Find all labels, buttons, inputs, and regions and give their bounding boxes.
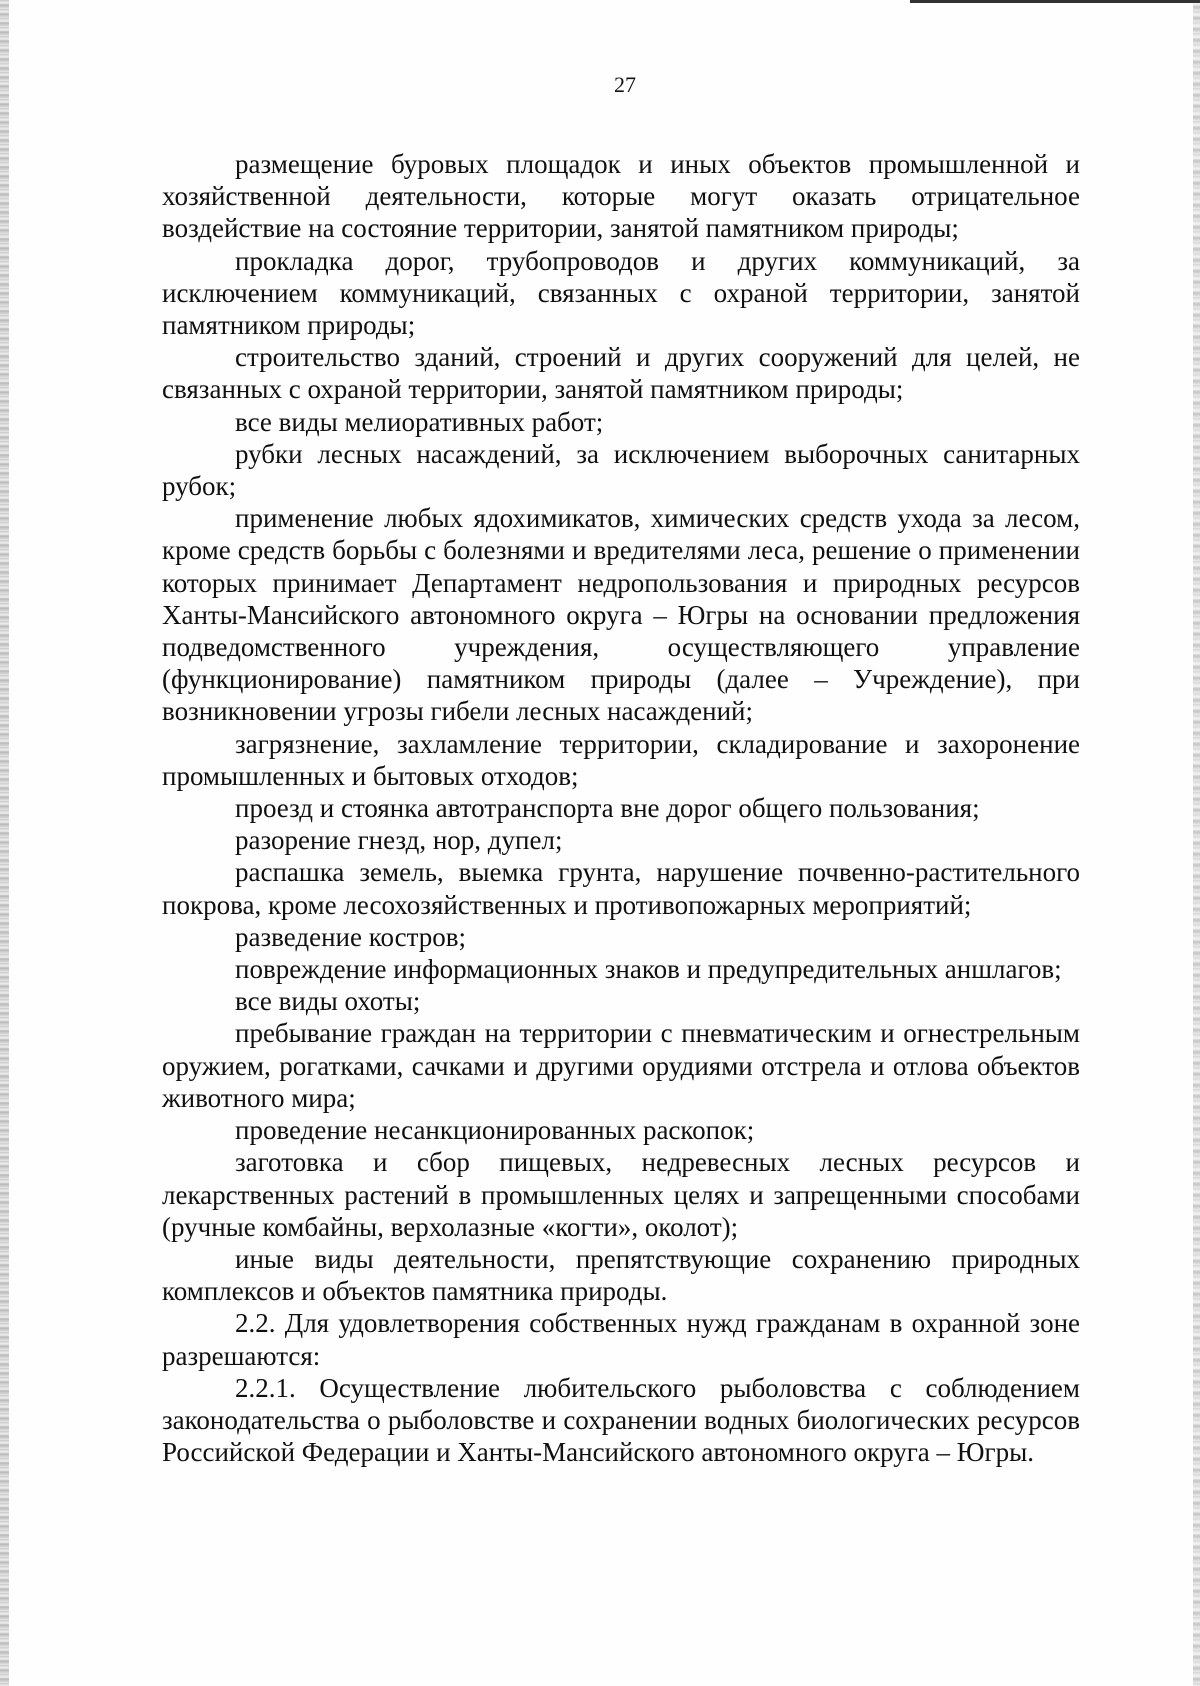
paragraph: разведение костров; [235,921,467,952]
paragraph: строительство зданий, строений и других сооружений для целей, не связанных с охраной территории, занятой памятником природы; [162,342,1080,405]
paragraph: заготовка и сбор пищевых, недревесных лесных ресурсов и лекарственных растений в промышленных целях и запрещенными способами (ручные комбайны, верхолазные «когти», околот); [162,1147,1080,1242]
paragraph: пребывание граждан на территории с пневматическим и огнестрельным оружием, рогатками, сачками и другими орудиями отстрела и отлова объектов животного мира; [162,1018,1080,1113]
section-2-2-1-paragraph: 2.2.1. Осуществление любительского рыболовства с соблюдением законодательства о рыболовстве и сохранении водных биологических ресурсов Российской Федерации и Ханты-Мансийского автономного округа – Югры. [162,1372,1080,1468]
paragraph: применение любых ядохимикатов, химических средств ухода за лесом, кроме средств борьбы с болезнями и вредителями леса, решение о применении которых принимает Департамент недропользования и природных ресурсов Ханты-Мансийского автономного округа – Югры на основании предложения подведомственного учреждения, осуществляющего управление (функционирование) памятником природы (далее – Учреждение), при возникновении угрозы гибели лесных насаждений; [162,503,1080,727]
paragraph: повреждение информационных знаков и предупредительных аншлагов; [235,954,1062,985]
paragraph: все виды охоты; [235,986,421,1017]
paragraph: размещение буровых площадок и иных объектов промышленной и хозяйственной деятельности, которые могут оказать отрицательное воздействие на состояние территории, занятой памятником природы; [162,149,1080,244]
document-body [162,148,1080,1468]
scan-edge-top [910,0,1200,3]
paragraph: проведение несанкционированных раскопок; [235,1115,755,1146]
paragraph: распашка земель, выемка грунта, нарушение почвенно-растительного покрова, кроме лесохозяйственных и противопожарных мероприятий; [162,857,1080,920]
paragraph: иные виды деятельности, препятствующие сохранению природных комплексов и объектов памятника природы. [162,1243,1080,1307]
paragraph: все виды мелиоративных работ; [235,406,604,437]
section-2-2-paragraph: 2.2. Для удовлетворения собственных нужд гражданам в охранной зоне разрешаются: [162,1308,1080,1371]
scan-edge-right [1193,0,1200,1686]
scan-edge-left [0,0,9,1686]
page-number: 27 [614,72,636,97]
paragraph: загрязнение, захламление территории, складирование и захоронение промышленных и бытовых отходов; [162,728,1080,791]
paragraph: разорение гнезд, нор, дупел; [235,825,563,856]
paragraph: проезд и стоянка автотранспорта вне дорог общего пользования; [235,793,980,824]
paragraph: прокладка дорог, трубопроводов и других коммуникаций, за исключением коммуникаций, связанных с охраной территории, занятой памятником природы; [162,245,1080,341]
paragraph: рубки лесных насаждений, за исключением выборочных санитарных рубок; [162,438,1080,502]
